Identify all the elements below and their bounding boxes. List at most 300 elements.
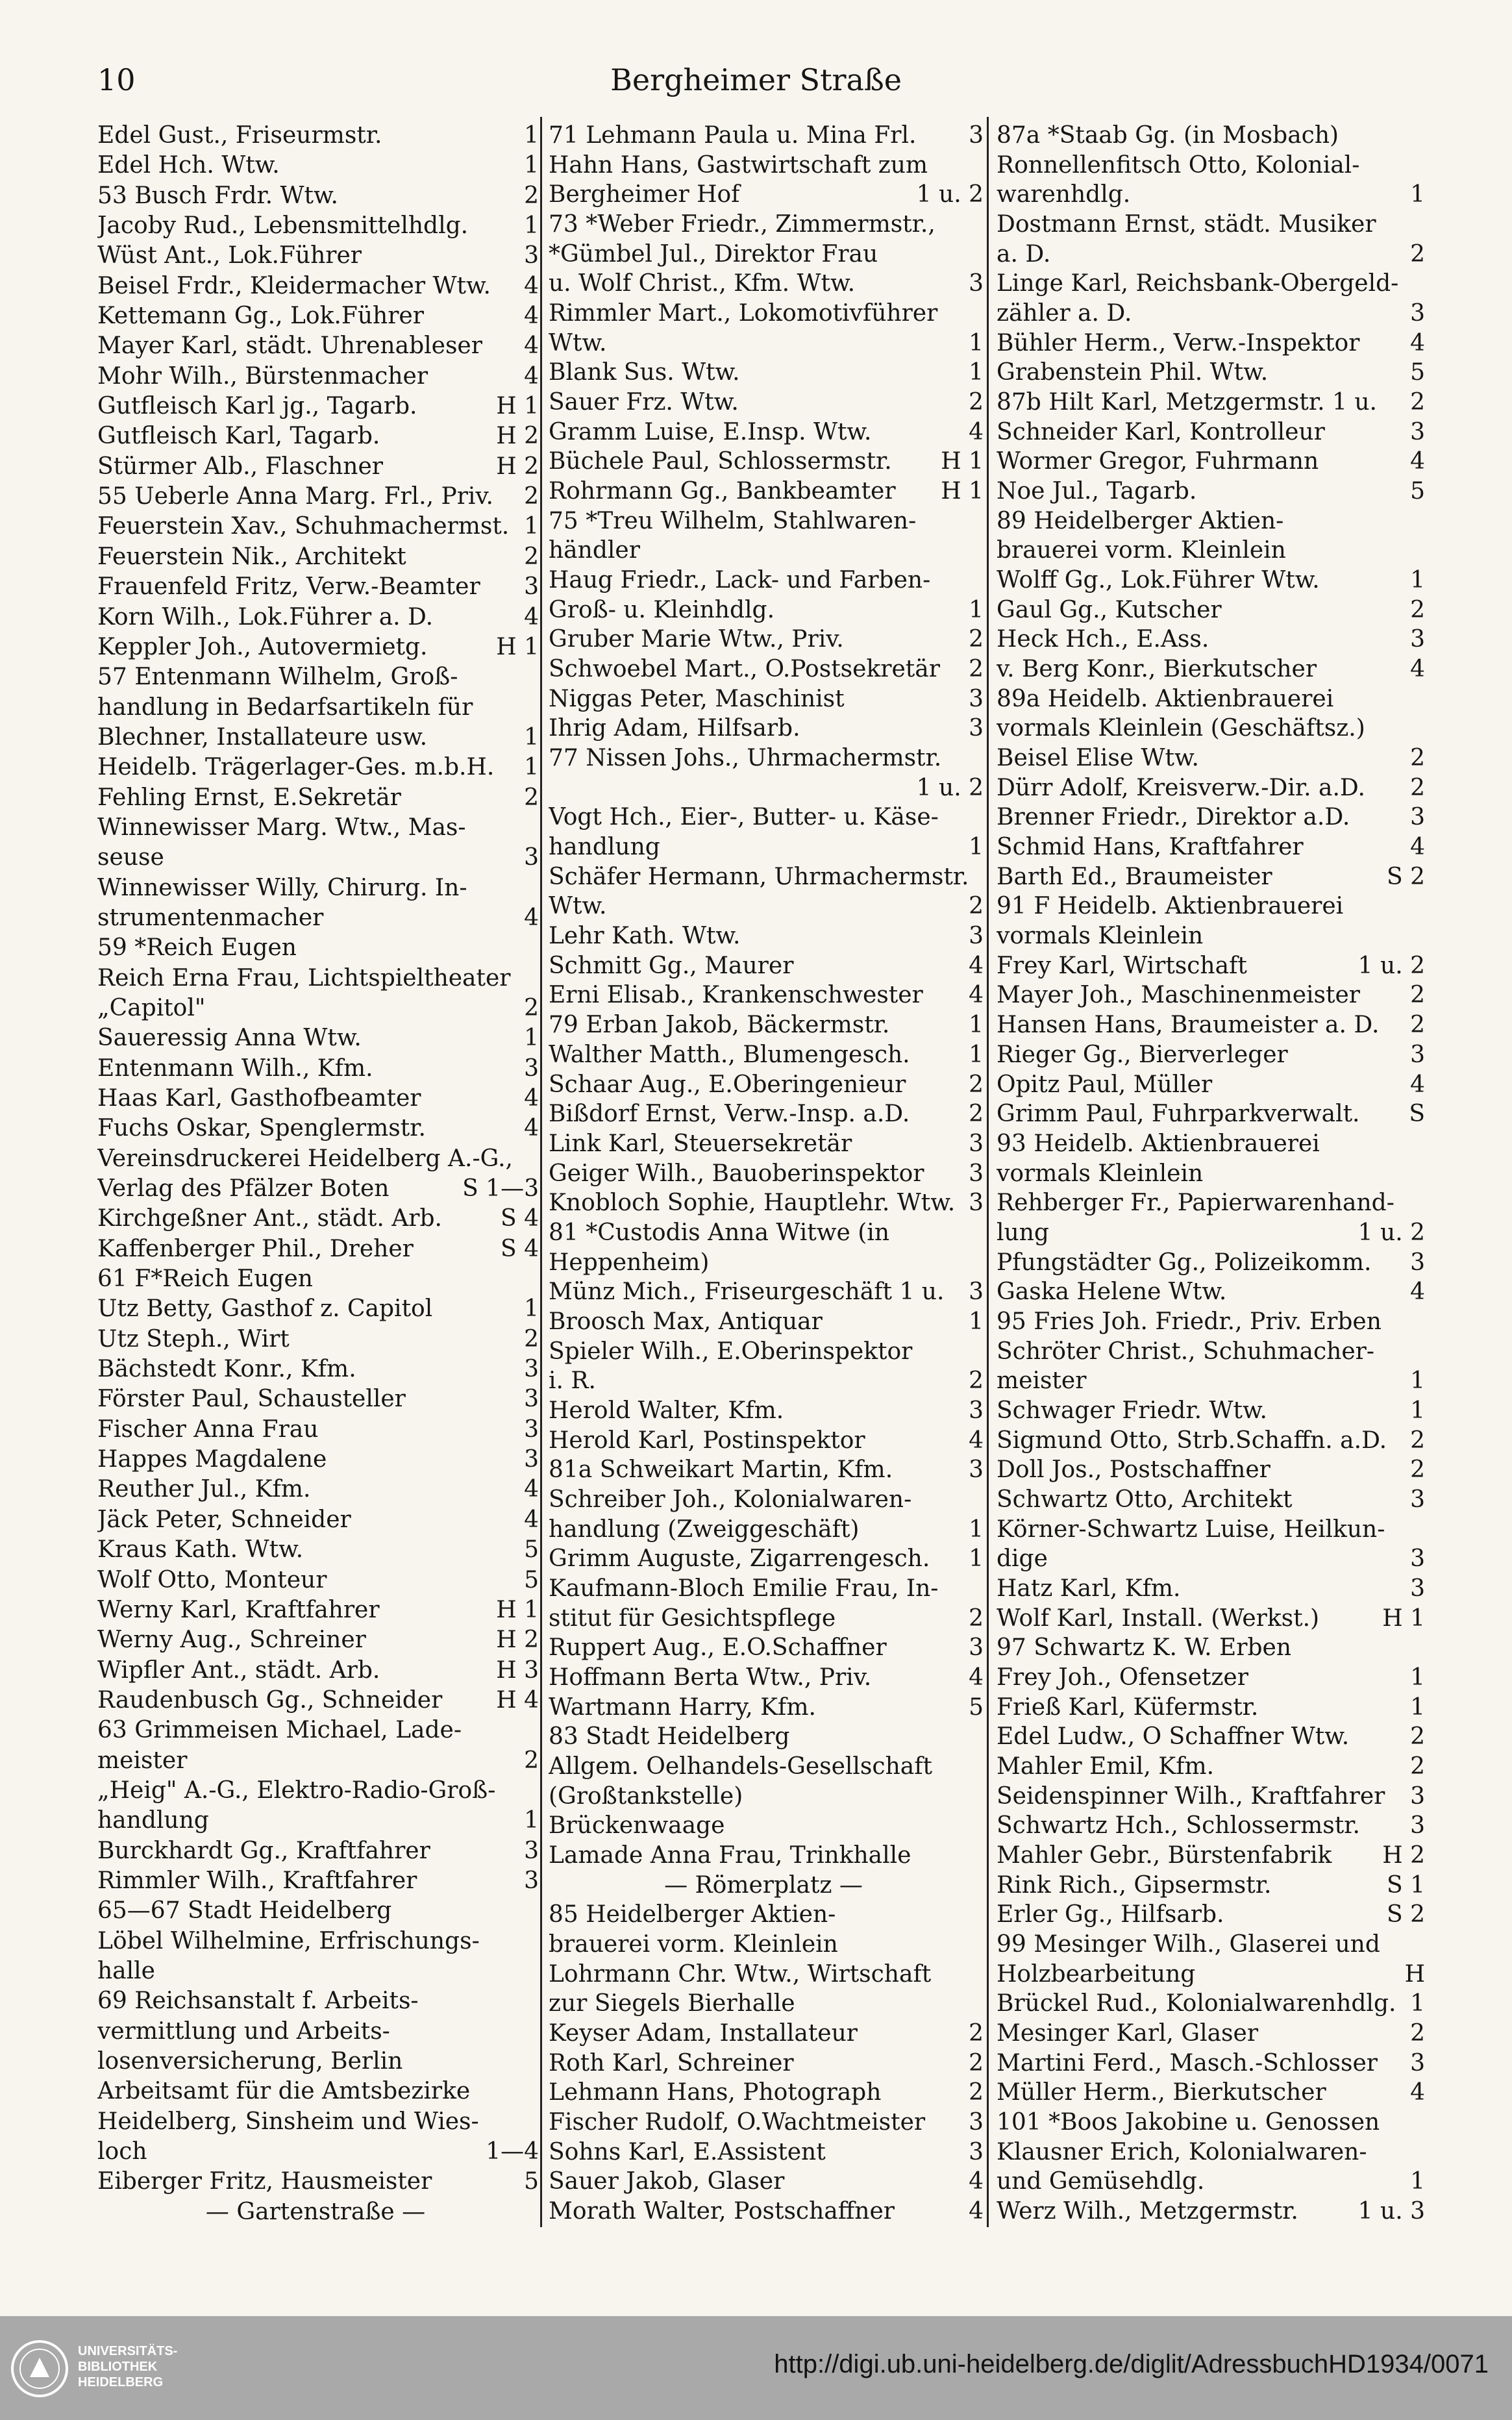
entry-floor: 4 bbox=[524, 603, 539, 630]
directory-entry bbox=[97, 1867, 539, 1895]
directory-entry bbox=[549, 2139, 984, 2166]
directory-entry bbox=[97, 1115, 539, 1142]
entry-text: Hahn Hans, Gastwirtschaft zum bbox=[549, 151, 928, 179]
directory-entry bbox=[97, 995, 539, 1022]
entry-floor: 2 bbox=[524, 543, 539, 570]
page-number: 10 bbox=[97, 62, 136, 97]
directory-entry bbox=[97, 2199, 539, 2226]
directory-entry bbox=[97, 694, 539, 721]
entry-text: 91 F Heidelb. Aktienbrauerei bbox=[997, 893, 1344, 920]
entry-floor: 2 bbox=[969, 893, 984, 920]
entry-text: Schmitt Gg., Maurer bbox=[549, 952, 794, 979]
entry-text: Rimmler Wilh., Kraftfahrer bbox=[97, 1867, 417, 1894]
directory-entry bbox=[549, 1516, 984, 1543]
entry-text: Kirchgeßner Ant., städt. Arb. bbox=[97, 1205, 442, 1232]
entry-text: Reich Erna Frau, Lichtspieltheater bbox=[97, 964, 511, 992]
directory-entry bbox=[97, 934, 539, 962]
directory-entry bbox=[997, 893, 1425, 920]
entry-text: Niggas Peter, Maschinist bbox=[549, 685, 845, 712]
entry-text: strumentenmacher bbox=[97, 904, 324, 931]
entry-text: *Gümbel Jul., Direktor Frau bbox=[549, 240, 878, 268]
entry-floor: 3 bbox=[969, 1279, 984, 1306]
directory-entry bbox=[997, 1812, 1425, 1840]
directory-entry bbox=[549, 152, 984, 179]
entry-text: 87a *Staab Gg. (in Mosbach) bbox=[997, 122, 1339, 149]
entry-text: Groß- u. Kleinhdlg. bbox=[549, 596, 775, 623]
entry-floor: 2 bbox=[1410, 389, 1425, 416]
entry-text: Feuerstein Nik., Architekt bbox=[97, 543, 406, 570]
document-url-link[interactable]: http://digi.ub.uni-heidelberg.de/diglit/AdressbuchHD1934/0071 bbox=[774, 2350, 1489, 2378]
entry-text: Herold Walter, Kfm. bbox=[549, 1397, 784, 1424]
entry-floor: 1 bbox=[969, 596, 984, 623]
directory-entry bbox=[549, 804, 984, 831]
entry-floor: 3 bbox=[1410, 1545, 1425, 1573]
directory-entry bbox=[997, 2139, 1425, 2166]
directory-entry bbox=[97, 1055, 539, 1082]
entry-text: Ronnellenfitsch Otto, Kolonial- bbox=[997, 151, 1360, 179]
entry-text: Noe Jul., Tagarb. bbox=[997, 478, 1197, 505]
directory-entry bbox=[997, 2079, 1425, 2106]
directory-entry bbox=[97, 1838, 539, 1865]
directory-entry bbox=[549, 300, 984, 327]
entry-text: Heck Hch., E.Ass. bbox=[997, 626, 1209, 653]
entry-text: Korn Wilh., Lok.Führer a. D. bbox=[97, 603, 434, 630]
entry-text: Heidelb. Trägerlager-Ges. m.b.H. bbox=[97, 754, 495, 781]
directory-entry bbox=[97, 1205, 539, 1232]
directory-entry bbox=[997, 300, 1425, 327]
entry-text: Münz Mich., Friseurgeschäft 1 u. bbox=[549, 1279, 945, 1306]
directory-entry bbox=[97, 904, 539, 932]
directory-entry bbox=[549, 1249, 984, 1277]
directory-entry bbox=[997, 1130, 1425, 1158]
entry-text: Brenner Friedr., Direktor a.D. bbox=[997, 804, 1350, 831]
entry-floor: 3 bbox=[524, 1054, 539, 1082]
entry-floor: 1 bbox=[1410, 1367, 1425, 1395]
library-footer-bar bbox=[0, 2316, 1512, 2420]
directory-entry bbox=[97, 814, 539, 842]
entry-text: 97 Schwartz K. W. Erben bbox=[997, 1634, 1292, 1662]
directory-entry bbox=[97, 152, 539, 179]
directory-entry bbox=[549, 686, 984, 713]
directory-entry bbox=[997, 1249, 1425, 1277]
entry-text: Kaufmann-Bloch Emilie Frau, In- bbox=[549, 1575, 939, 1602]
entry-floor: 3 bbox=[1410, 1041, 1425, 1068]
entry-floor: 4 bbox=[1410, 329, 1425, 356]
directory-entry bbox=[997, 923, 1425, 950]
directory-entry bbox=[97, 1807, 539, 1834]
directory-entry bbox=[97, 1356, 539, 1383]
directory-entry bbox=[549, 1279, 984, 1306]
directory-entry bbox=[997, 2020, 1425, 2047]
directory-entry bbox=[97, 1085, 539, 1112]
entry-text: — Römerplatz — bbox=[664, 1871, 863, 1899]
entry-text: Gaska Helene Wtw. bbox=[997, 1279, 1227, 1306]
entry-floor: 1 bbox=[969, 1308, 984, 1335]
entry-text: Mahler Emil, Kfm. bbox=[997, 1753, 1215, 1780]
column-divider bbox=[987, 117, 989, 2227]
entry-text: Hoffmann Berta Wtw., Priv. bbox=[549, 1664, 872, 1691]
entry-text: Ihrig Adam, Hilfsarb. bbox=[549, 715, 800, 742]
directory-entry bbox=[997, 1634, 1425, 1662]
entry-floor: 2 bbox=[969, 1367, 984, 1395]
entry-text: Wtw. bbox=[549, 893, 607, 920]
entry-text: Saueressig Anna Wtw. bbox=[97, 1025, 362, 1052]
entry-floor: 3 bbox=[524, 573, 539, 601]
entry-floor: 1 bbox=[1410, 181, 1425, 208]
directory-entry bbox=[549, 1931, 984, 1958]
directory-entry bbox=[549, 1367, 984, 1395]
entry-floor: 2 bbox=[1410, 1723, 1425, 1751]
entry-floor: 2 bbox=[1410, 240, 1425, 268]
entry-text: Mahler Gebr., Bürstenfabrik bbox=[997, 1841, 1332, 1869]
directory-entry bbox=[97, 1506, 539, 1534]
entry-floor: 1 bbox=[524, 152, 539, 179]
entry-floor: 3 bbox=[524, 1356, 539, 1383]
entry-floor: 4 bbox=[524, 1115, 539, 1142]
entry-floor: 1 bbox=[524, 122, 539, 149]
directory-entry bbox=[997, 626, 1425, 653]
entry-floor: 1 bbox=[1410, 2168, 1425, 2195]
entry-text: Werny Karl, Kraftfahrer bbox=[97, 1596, 380, 1623]
entry-text: halle bbox=[97, 1957, 155, 1984]
entry-text: Ruppert Aug., E.O.Schaffner bbox=[549, 1634, 887, 1662]
entry-floor: 5 bbox=[524, 1566, 539, 1593]
directory-entry bbox=[549, 1783, 984, 1810]
entry-text: 101 *Boos Jakobine u. Genossen bbox=[997, 2109, 1380, 2136]
entry-text: Schneider Karl, Kontrolleur bbox=[997, 418, 1325, 445]
directory-entry bbox=[549, 2109, 984, 2136]
entry-floor: H 2 bbox=[496, 423, 539, 450]
entry-text: brauerei vorm. Kleinlein bbox=[549, 1930, 838, 1958]
entry-text: Broosch Max, Antiquar bbox=[549, 1308, 823, 1335]
entry-floor: H bbox=[1404, 1960, 1425, 1988]
directory-entry bbox=[97, 965, 539, 992]
entry-floor: 4 bbox=[524, 904, 539, 931]
entry-text: Sauer Frz. Wtw. bbox=[549, 389, 739, 416]
directory-entry bbox=[549, 1042, 984, 1069]
entry-text: Gramm Luise, E.Insp. Wtw. bbox=[549, 418, 872, 445]
directory-entry bbox=[549, 448, 984, 475]
entry-floor: 4 bbox=[524, 1476, 539, 1503]
entry-text: Fischer Rudolf, O.Wachtmeister bbox=[549, 2109, 926, 2136]
entry-text: 81a Schweikart Martin, Kfm. bbox=[549, 1456, 893, 1484]
entry-floor: 1 bbox=[1410, 1990, 1425, 2017]
directory-entry bbox=[997, 656, 1425, 683]
entry-text: Vogt Hch., Eier-, Butter- u. Käse- bbox=[549, 804, 939, 831]
directory-entry bbox=[997, 1279, 1425, 1306]
entry-text: 87b Hilt Karl, Metzgermstr. 1 u. bbox=[997, 389, 1377, 416]
entry-text: Geiger Wilh., Bauoberinspektor bbox=[549, 1160, 924, 1187]
entry-text: Büchele Paul, Schlossermstr. bbox=[549, 448, 892, 475]
directory-entry bbox=[97, 1627, 539, 1654]
directory-entry bbox=[97, 1295, 539, 1323]
entry-text: Jäck Peter, Schneider bbox=[97, 1506, 351, 1533]
directory-entry bbox=[549, 1486, 984, 1514]
directory-entry bbox=[549, 775, 984, 802]
entry-text: (Großtankstelle) bbox=[549, 1782, 743, 1810]
entry-text: i. R. bbox=[549, 1367, 596, 1395]
entry-floor: 4 bbox=[524, 1085, 539, 1112]
entry-text: Lamade Anna Frau, Trinkhalle bbox=[549, 1841, 911, 1869]
directory-entry bbox=[97, 724, 539, 751]
directory-entry bbox=[997, 419, 1425, 446]
directory-entry bbox=[997, 1961, 1425, 1988]
directory-entry bbox=[549, 2168, 984, 2195]
entry-text: zähler a. D. bbox=[997, 300, 1132, 327]
column-divider bbox=[540, 117, 542, 2227]
entry-text: Wolff Gg., Lok.Führer Wtw. bbox=[997, 567, 1320, 594]
entry-text: Kaffenberger Phil., Dreher bbox=[97, 1235, 414, 1262]
entry-text: Schröter Christ., Schuhmacher- bbox=[997, 1338, 1375, 1365]
entry-floor: 3 bbox=[969, 1190, 984, 1217]
directory-entry bbox=[97, 784, 539, 812]
directory-entry bbox=[549, 1130, 984, 1158]
entry-text: Bächstedt Konr., Kfm. bbox=[97, 1356, 356, 1383]
directory-entry bbox=[997, 1664, 1425, 1691]
entry-floor: 3 bbox=[1410, 1486, 1425, 1513]
directory-entry bbox=[997, 597, 1425, 624]
directory-entry bbox=[997, 152, 1425, 179]
entry-floor: 3 bbox=[524, 242, 539, 269]
entry-floor: 2 bbox=[969, 2079, 984, 2106]
directory-entry bbox=[997, 745, 1425, 772]
directory-entry bbox=[549, 1694, 984, 1721]
directory-entry bbox=[549, 1012, 984, 1039]
entry-text: Fuchs Oskar, Spenglermstr. bbox=[97, 1115, 426, 1142]
directory-entry bbox=[97, 393, 539, 420]
directory-entry bbox=[97, 423, 539, 450]
entry-floor: 2 bbox=[969, 1071, 984, 1098]
entry-text: Schmid Hans, Kraftfahrer bbox=[997, 834, 1304, 861]
entry-text: Arbeitsamt für die Amtsbezirke bbox=[97, 2078, 471, 2105]
entry-text: Blank Sus. Wtw. bbox=[549, 359, 740, 386]
entry-floor: S bbox=[1409, 1101, 1425, 1128]
directory-entry bbox=[549, 1575, 984, 1603]
directory-entry bbox=[549, 359, 984, 386]
entry-text: Blechner, Installateure usw. bbox=[97, 723, 428, 751]
entry-text: losenversicherung, Berlin bbox=[97, 2048, 403, 2075]
library-name-line: BIBLIOTHEK bbox=[78, 2360, 158, 2374]
directory-entry bbox=[997, 389, 1425, 416]
directory-entry bbox=[997, 567, 1425, 594]
entry-floor: 4 bbox=[1410, 2079, 1425, 2106]
directory-entry bbox=[97, 483, 539, 510]
directory-entry bbox=[549, 834, 984, 861]
directory-entry bbox=[549, 2020, 984, 2047]
directory-entry bbox=[97, 2018, 539, 2045]
entry-text: Heidelberg, Sinsheim und Wies- bbox=[97, 2108, 479, 2135]
entry-floor: 1 bbox=[969, 329, 984, 356]
entry-floor: 3 bbox=[969, 1160, 984, 1187]
directory-entry bbox=[997, 2198, 1425, 2225]
directory-entry bbox=[997, 1160, 1425, 1188]
entry-floor: 3 bbox=[1410, 626, 1425, 653]
directory-entry bbox=[97, 2078, 539, 2105]
directory-entry bbox=[97, 2138, 539, 2165]
directory-entry bbox=[549, 982, 984, 1009]
entry-floor: 4 bbox=[969, 982, 984, 1009]
entry-floor: H 2 bbox=[1382, 1841, 1425, 1869]
directory-entry bbox=[997, 1012, 1425, 1039]
directory-entry bbox=[549, 1397, 984, 1425]
entry-floor: H 1 bbox=[496, 1596, 539, 1623]
entry-floor: 3 bbox=[524, 1837, 539, 1864]
directory-entry bbox=[997, 1367, 1425, 1395]
directory-entry bbox=[549, 597, 984, 624]
directory-entry bbox=[997, 537, 1425, 564]
entry-text: vormals Kleinlein bbox=[997, 1160, 1204, 1187]
entry-text: Jacoby Rud., Lebensmittelhdlg. bbox=[97, 212, 469, 240]
library-name bbox=[78, 2343, 208, 2390]
directory-entry bbox=[549, 1812, 984, 1840]
directory-entry bbox=[997, 982, 1425, 1009]
entry-floor: 3 bbox=[1410, 804, 1425, 831]
entry-floor: 1 bbox=[1410, 1664, 1425, 1691]
entry-text: 71 Lehmann Paula u. Mina Frl. bbox=[549, 122, 917, 149]
entry-floor: 5 bbox=[969, 1693, 984, 1721]
directory-entry bbox=[97, 875, 539, 902]
directory-entry bbox=[997, 1516, 1425, 1543]
directory-entry bbox=[549, 419, 984, 446]
entry-floor: 2 bbox=[1410, 1012, 1425, 1039]
entry-floor: 1 bbox=[969, 359, 984, 386]
entry-text: 89a Heidelb. Aktienbrauerei bbox=[997, 685, 1334, 712]
entry-floor: 2 bbox=[1410, 1427, 1425, 1454]
directory-entry bbox=[997, 359, 1425, 386]
entry-text: Allgem. Oelhandels-Gesellschaft bbox=[549, 1753, 933, 1780]
directory-entry bbox=[997, 330, 1425, 357]
entry-text: Müller Herm., Bierkutscher bbox=[997, 2079, 1326, 2106]
directory-entry bbox=[997, 715, 1425, 742]
directory-entry bbox=[549, 1872, 984, 1899]
entry-text: Wolf Otto, Monteur bbox=[97, 1566, 327, 1593]
directory-entry bbox=[549, 181, 984, 208]
entry-floor: 4 bbox=[524, 362, 539, 390]
directory-entry bbox=[997, 804, 1425, 831]
entry-text: Rieger Gg., Bierverleger bbox=[997, 1041, 1288, 1068]
entry-text: Bergheimer Hof bbox=[549, 181, 740, 208]
entry-floor: 2 bbox=[1410, 1753, 1425, 1780]
entry-text: Frauenfeld Fritz, Verw.-Beamter bbox=[97, 573, 480, 601]
university-seal-icon bbox=[10, 2339, 69, 2398]
entry-text: handlung bbox=[549, 834, 660, 861]
entry-floor: 1 u. 2 bbox=[1357, 1219, 1425, 1246]
entry-text: warenhdlg. bbox=[997, 181, 1131, 208]
entry-floor: 5 bbox=[524, 2168, 539, 2195]
directory-entry bbox=[549, 330, 984, 357]
entry-text: 53 Busch Frdr. Wtw. bbox=[97, 182, 338, 209]
entry-text: Haas Karl, Gasthofbeamter bbox=[97, 1085, 421, 1112]
directory-entry bbox=[549, 2079, 984, 2106]
directory-entry bbox=[997, 1990, 1425, 2017]
entry-floor: 3 bbox=[969, 1456, 984, 1484]
entry-text: Wtw. bbox=[549, 329, 607, 356]
directory-entry bbox=[997, 1427, 1425, 1454]
entry-text: „Capitol" bbox=[97, 994, 206, 1021]
directory-entry bbox=[997, 478, 1425, 505]
entry-text: Opitz Paul, Müller bbox=[997, 1071, 1213, 1098]
entry-text: Keyser Adam, Installateur bbox=[549, 2020, 858, 2047]
directory-entry bbox=[97, 664, 539, 691]
entry-text: Feuerstein Xav., Schuhmachermst. bbox=[97, 513, 510, 540]
entry-text: Haug Friedr., Lack- und Farben- bbox=[549, 567, 931, 594]
directory-entry bbox=[997, 1042, 1425, 1069]
entry-floor: 5 bbox=[1410, 478, 1425, 505]
directory-entry bbox=[97, 1386, 539, 1413]
entry-text: Burckhardt Gg., Kraftfahrer bbox=[97, 1837, 430, 1864]
entry-text: Wartmann Harry, Kfm. bbox=[549, 1693, 816, 1721]
directory-entry bbox=[997, 241, 1425, 268]
entry-text: 59 *Reich Eugen bbox=[97, 934, 297, 962]
directory-entry bbox=[997, 2168, 1425, 2195]
directory-entry bbox=[997, 1397, 1425, 1425]
entry-text: Beisel Elise Wtw. bbox=[997, 745, 1199, 772]
entry-floor: 3 bbox=[524, 844, 539, 871]
directory-entry bbox=[97, 844, 539, 871]
directory-entry bbox=[549, 389, 984, 416]
entry-text: Roth Karl, Schreiner bbox=[549, 2049, 794, 2077]
entry-text: Schwager Friedr. Wtw. bbox=[997, 1397, 1267, 1424]
directory-column-2 bbox=[549, 122, 984, 2226]
entry-floor: 1 bbox=[969, 1012, 984, 1039]
directory-entry bbox=[997, 775, 1425, 802]
entry-floor: S 4 bbox=[500, 1205, 539, 1232]
entry-text: Hatz Karl, Kfm. bbox=[997, 1575, 1181, 1602]
directory-entry bbox=[97, 1025, 539, 1052]
entry-floor: 1 bbox=[524, 754, 539, 781]
entry-text: Frieß Karl, Küfermstr. bbox=[997, 1693, 1259, 1721]
directory-entry bbox=[97, 1326, 539, 1353]
directory-entry bbox=[97, 212, 539, 240]
directory-entry bbox=[97, 1897, 539, 1925]
directory-entry bbox=[549, 626, 984, 653]
directory-entry bbox=[997, 1456, 1425, 1484]
entry-floor: 2 bbox=[969, 1101, 984, 1128]
directory-entry bbox=[549, 1842, 984, 1869]
entry-floor: 1 u. 2 bbox=[916, 181, 984, 208]
directory-entry bbox=[549, 567, 984, 594]
directory-entry bbox=[997, 270, 1425, 297]
entry-floor: H 2 bbox=[496, 1627, 539, 1654]
directory-entry bbox=[549, 1219, 984, 1247]
directory-column-1 bbox=[97, 122, 539, 2226]
entry-floor: 4 bbox=[969, 418, 984, 445]
entry-text: u. Wolf Christ., Kfm. Wtw. bbox=[549, 270, 856, 297]
directory-entry bbox=[549, 270, 984, 297]
entry-text: Gruber Marie Wtw., Priv. bbox=[549, 626, 844, 653]
entry-text: Spieler Wilh., E.Oberinspektor bbox=[549, 1338, 913, 1365]
entry-text: Verlag des Pfälzer Boten bbox=[97, 1175, 390, 1203]
entry-floor: S 1 bbox=[1386, 1871, 1425, 1899]
entry-text: Schwartz Hch., Schlossermstr. bbox=[997, 1812, 1360, 1840]
directory-entry bbox=[97, 634, 539, 661]
directory-entry bbox=[97, 1416, 539, 1443]
entry-floor: 1 bbox=[524, 212, 539, 240]
directory-entry bbox=[549, 893, 984, 920]
entry-text: Lehr Kath. Wtw. bbox=[549, 923, 741, 950]
directory-entry bbox=[97, 1175, 539, 1203]
directory-column-3 bbox=[997, 122, 1425, 2226]
directory-entry bbox=[549, 1071, 984, 1099]
directory-entry bbox=[549, 1723, 984, 1751]
entry-floor: 3 bbox=[1410, 2049, 1425, 2077]
entry-text: 77 Nissen Johs., Uhrmachermstr. bbox=[549, 745, 942, 772]
entry-text: 99 Mesinger Wilh., Glaserei und bbox=[997, 1930, 1380, 1958]
directory-entry bbox=[549, 1545, 984, 1573]
directory-entry bbox=[97, 1777, 539, 1804]
entry-floor: 1 bbox=[524, 1807, 539, 1834]
entry-text: Schäfer Hermann, Uhrmachermstr. bbox=[549, 863, 969, 890]
